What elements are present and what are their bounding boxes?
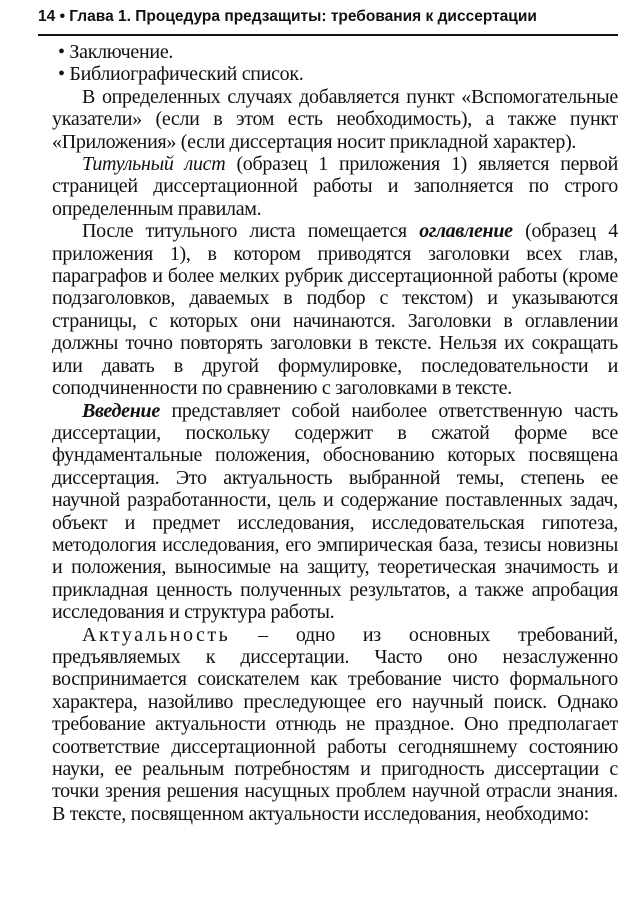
paragraph-introduction xyxy=(52,400,618,624)
paragraph-contents-text: (образец 4 приложения 1), в котором приводятся заголовки всех глав, параграфов и более мелких рубрик диссертационной работы (кроме подзаголовков, даваемых в подбор с текстом) и указываются страницы, с которых они начинаются. Заголовки в оглавлении должны точно повторять заголовки в тексте. Нельзя их сокращать или давать в другой формулировке, последовательности и соподчиненности по сравнению с заголовками в тексте. xyxy=(52,220,618,400)
term-title-page: Титульный лист xyxy=(82,153,226,176)
page-number: 14 xyxy=(38,8,56,25)
running-header xyxy=(38,6,618,36)
paragraph-title-page-text: (образец 1 приложения 1) является первой страницей диссертационной работы и заполняется по строго определенным правилам. xyxy=(52,153,618,220)
paragraph-title-page xyxy=(52,153,618,220)
term-contents: оглавление xyxy=(419,220,513,243)
page-body xyxy=(52,41,618,825)
paragraph-contents xyxy=(52,220,618,399)
term-introduction: Введение xyxy=(82,399,160,422)
paragraph-relevance-text: – одно из основных требований, предъявляемых к диссертации. Часто оно незаслуженно воспринимается соискателем как требование чисто формального характера, назойливо преследующее его научный поиск. Однако требование актуальности отнюдь не праздное. Оно предполагает соответствие диссертационной работы сегодняшнему состоянию науки, ее реальным потребностям и пригодность диссертации с точки зрения решения насущных проблем научной отрасли знания. В тексте, посвященном актуальности исследования, необходимо: xyxy=(52,623,618,825)
list-item-bibliography: • Библиографический список. xyxy=(58,63,304,86)
chapter-title: • Глава 1. Процедура предзащиты: требования к диссертации xyxy=(59,8,537,25)
list-item-conclusion: • Заключение. xyxy=(58,41,174,63)
paragraph-introduction-text: представляет собой наиболее ответственную часть диссертации, поскольку содержит в сжатой форме все фундаментальные положения, обоснованию которых посвящена диссертация. Это актуальность выбранной темы, степень ее научной разработанности, цель и содержание поставленных задач, объект и предмет исследования, исследовательская гипотеза, методология исследования, его эмпирическая база, тезисы новизны и положения, выносимые на защиту, теоретическая значимость и прикладная ценность полученных результатов, а также апробация исследования и структура работы. xyxy=(52,399,618,624)
paragraph-appendices: В определенных случаях добавляется пункт «Вспомогательные указатели» (если в этом есть необходимость), а также пункт «Приложения» (если диссертация носит прикладной характер). xyxy=(52,85,618,153)
paragraph-relevance xyxy=(52,624,618,826)
term-relevance: Актуальность xyxy=(82,623,231,646)
paragraph-contents-lead: После титульного листа помещается xyxy=(82,220,420,243)
